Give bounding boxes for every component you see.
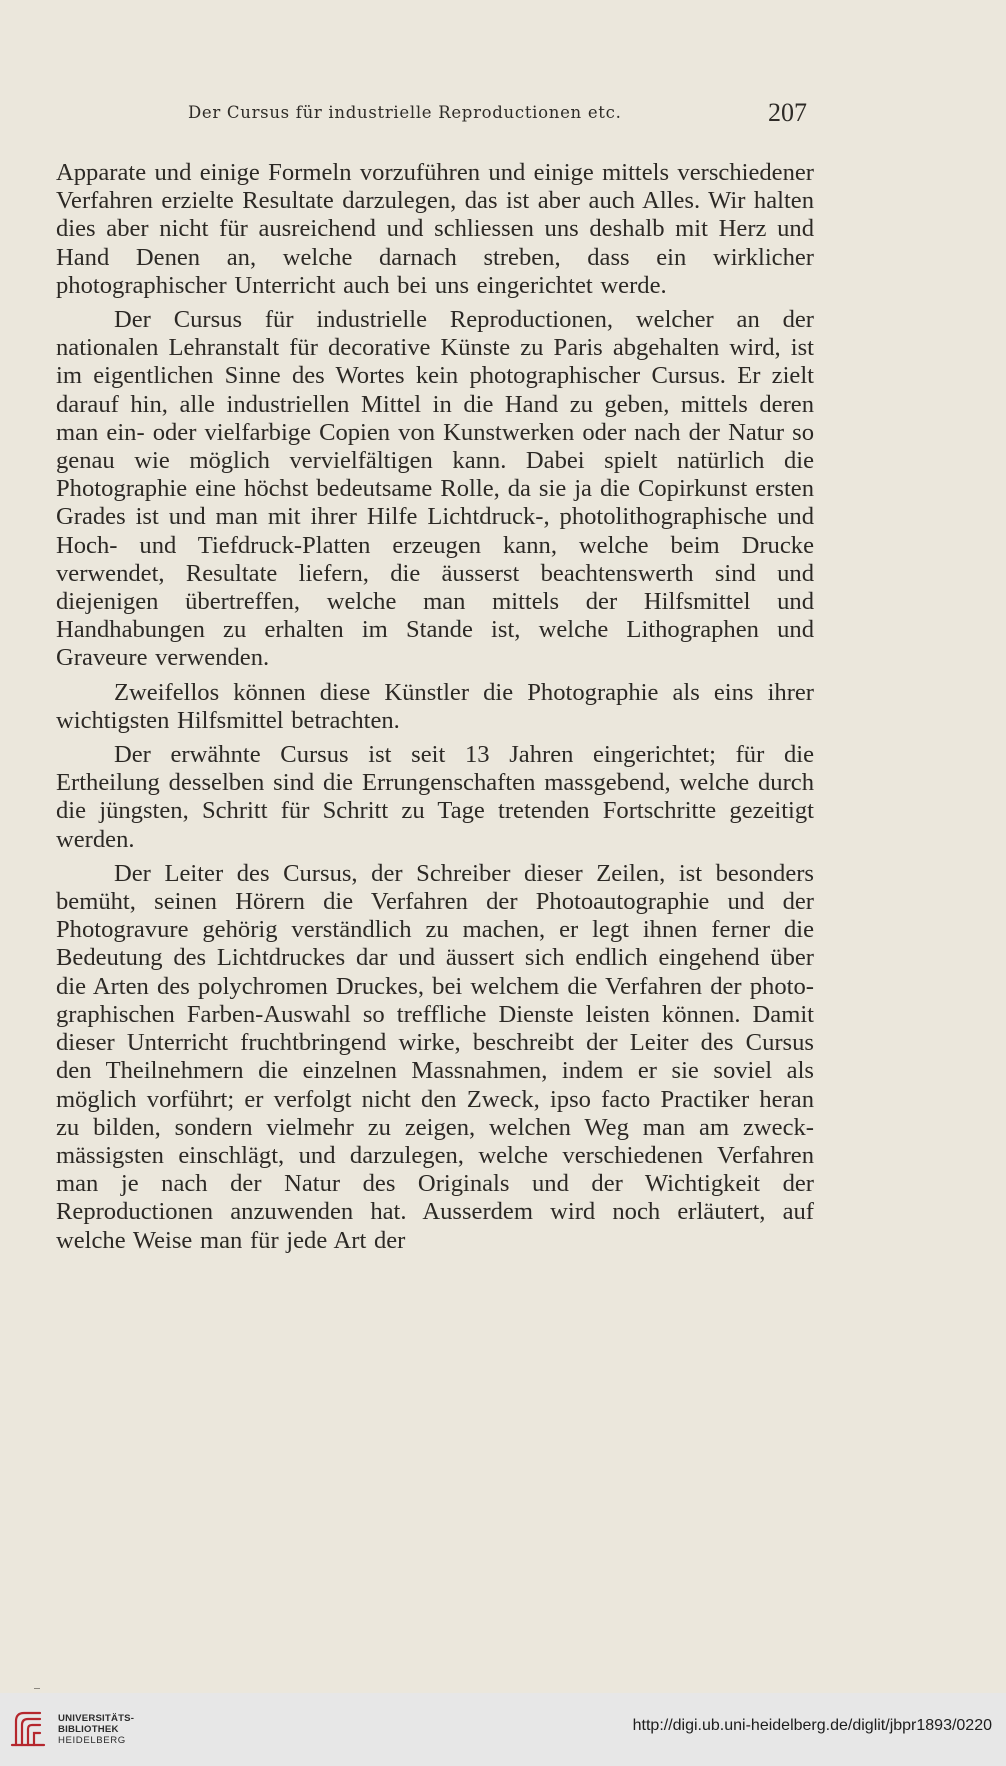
heidelberg-library-logo-icon bbox=[10, 1707, 50, 1751]
library-city: HEIDELBERG bbox=[58, 1735, 126, 1746]
library-name bbox=[58, 1713, 134, 1746]
paragraph: Zweifellos können diese Künstler die Photographie als eins ihrer wichtigsten Hilfsmittel betrachten. bbox=[56, 678, 814, 734]
library-name-line: UNIVERSITÄTS- bbox=[58, 1713, 135, 1724]
page-number: 207 bbox=[768, 98, 807, 127]
paragraph: Der Leiter des Cursus, der Schreiber dieser Zeilen, ist besonders bemüht, seinen Hörern die Verfahren der Photoautographie und der Photogravure gehörig verständlich zu machen, er legt ihnen ferner die Bedeutung des Lichtdruckes dar und äussert sich endlich eingehend über die Arten des polychromen Druckes, bei welchem die Verfahren der photographischen Farben-Auswahl so treffliche Dienste leisten können. Damit dieser Unterricht fruchtbringend wirke, beschreibt der Leiter des Cursus den Theilnehmern die einzelnen Massnahmen, indem er sie soviel als möglich vorführt; er verfolgt nicht den Zweck, ipso facto Practiker heran zu bilden, sondern vielmehr zu zeigen, welchen Weg man am zweckmässigsten einschlägt, und darzulegen, welche verschiedenen Verfahren man je nach der Natur des Originals und der Wichtigkeit der Reproductionen anzuwenden hat. Ausserdem wird noch erläutert, auf welche Weise man für jede Art der bbox=[56, 859, 814, 1254]
paragraph-continuation: Apparate und einige Formeln vorzuführen und einige mittels verschiedener Verfahren erzielte Resultate darzulegen, das ist aber auch Alles. Wir halten dies aber nicht für ausreichend und schliessen uns deshalb mit Herz und Hand Denen an, welche darnach streben, dass ein wirklicher photographischer Unterricht auch bei uns eingerichtet werde. bbox=[56, 159, 814, 299]
running-title: Der Cursus für industrielle Reproductionen etc. bbox=[188, 103, 622, 122]
digitization-footer bbox=[0, 1693, 1006, 1766]
library-name-line: BIBLIOTHEK bbox=[58, 1724, 119, 1735]
body-text bbox=[56, 159, 814, 1261]
paragraph: Der erwähnte Cursus ist seit 13 Jahren eingerichtet; für die Ertheilung desselben sind die Errungenschaften massgebend, welche durch die jüngsten, Schritt für Schritt zu Tage tretenden Fortschritte gezeitigt werden. bbox=[56, 741, 814, 853]
page-edge-mark bbox=[34, 1688, 40, 1689]
source-url-link[interactable]: http://digi.ub.uni-heidelberg.de/diglit/jbpr1893/0220 bbox=[632, 1717, 992, 1734]
paragraph: Der Cursus für industrielle Reproductionen, welcher an der nationalen Lehranstalt für decorative Künste zu Paris abgehalten wird, ist im eigentlichen Sinne des Wortes kein photographischer Cursus. Er zielt darauf hin, alle industriellen Mittel in die Hand zu geben, mittels deren man ein- oder vielfarbige Copien von Kunstwerken oder nach der Natur so genau wie möglich vervielfältigen kann. Dabei spielt natürlich die Photographie eine höchst bedeutsame Rolle, da sie ja die Copirkunst ersten Grades ist und man mit ihrer Hilfe Lichtdruck-, photolithographische und Hoch- und Tiefdruck-Platten erzeugen kann, welche beim Drucke verwendet, Resultate liefern, die äusserst beachtenswerth sind und diejenigen übertreffen, welche man mittels der Hilfsmittel und Handhabungen zu erhalten im Stande ist, welche Lithographen und Graveure verwenden. bbox=[56, 306, 814, 672]
